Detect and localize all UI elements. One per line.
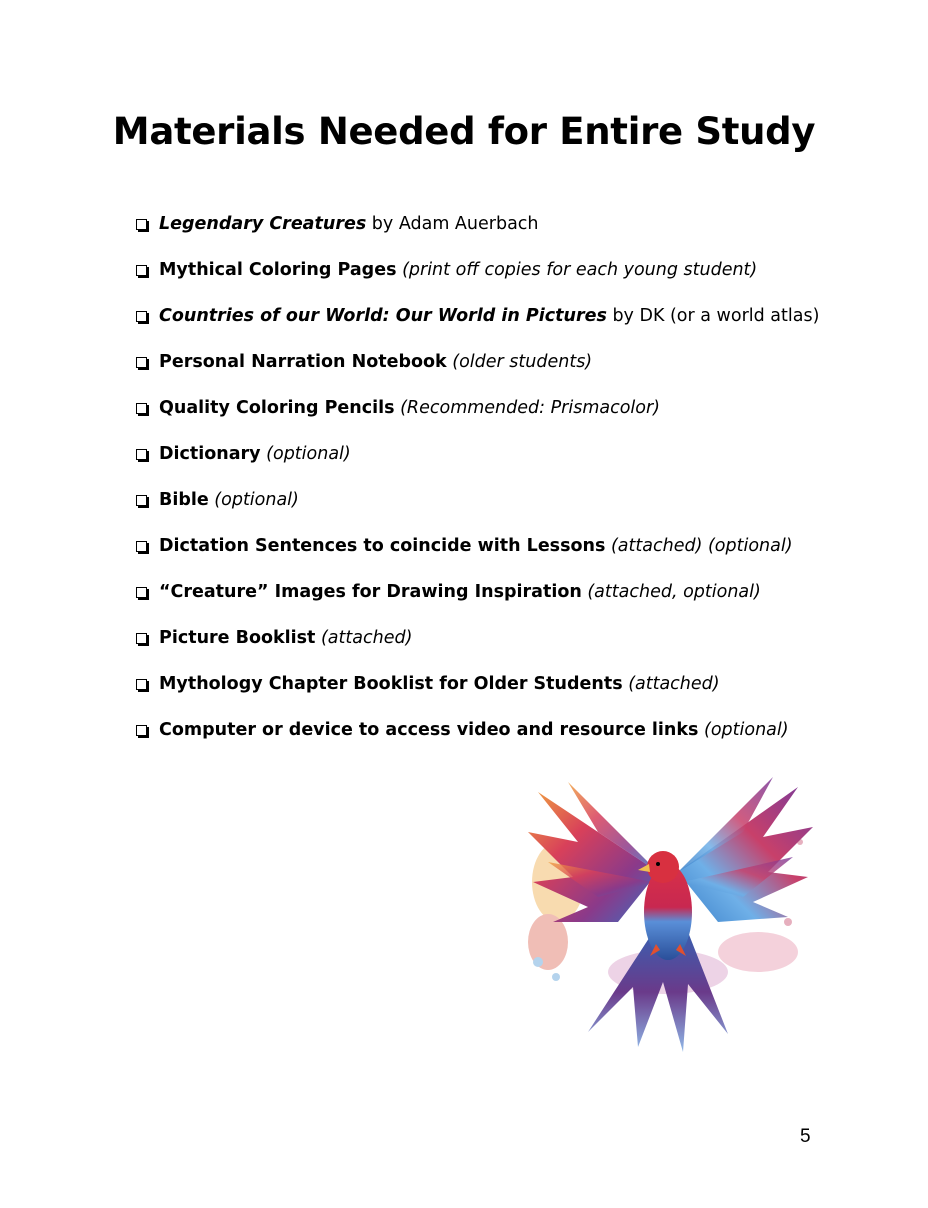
- checkbox-icon[interactable]: [136, 541, 147, 552]
- page-title: Materials Needed for Entire Study: [112, 110, 816, 153]
- list-item: [136, 293, 836, 339]
- checkbox-icon[interactable]: [136, 403, 147, 414]
- list-item: [136, 615, 836, 661]
- item-text: [159, 487, 299, 513]
- checkbox-icon[interactable]: [136, 311, 147, 322]
- list-item: [136, 569, 836, 615]
- list-item: [136, 661, 836, 707]
- checkbox-icon[interactable]: [136, 495, 147, 506]
- item-detail: (attached): [622, 674, 720, 694]
- checkbox-icon[interactable]: [136, 725, 147, 736]
- item-title: Dictation Sentences to coincide with Lessons: [159, 536, 606, 556]
- checkbox-icon[interactable]: [136, 219, 147, 230]
- list-item: [136, 339, 836, 385]
- item-title: Countries of our World: Our World in Pictures: [159, 306, 607, 326]
- item-detail: by Adam Auerbach: [366, 214, 539, 234]
- item-text: [159, 395, 660, 421]
- checkbox-icon[interactable]: [136, 449, 147, 460]
- item-text: [159, 533, 793, 559]
- item-detail: (attached, optional): [581, 582, 761, 602]
- item-title: Computer or device to access video and resource links: [159, 720, 699, 740]
- checkbox-icon[interactable]: [136, 587, 147, 598]
- item-title: Picture Booklist: [159, 628, 316, 648]
- list-item: [136, 385, 836, 431]
- page-number: 5: [800, 1126, 811, 1147]
- item-text: [159, 579, 761, 605]
- item-detail: (older students): [446, 352, 593, 372]
- item-title: “Creature” Images for Drawing Inspiration: [159, 582, 582, 602]
- item-text: [159, 671, 720, 697]
- item-title: Dictionary: [159, 444, 261, 464]
- item-text: [159, 717, 789, 743]
- item-detail: (Recommended: Prismacolor): [394, 398, 661, 418]
- item-title: Personal Narration Notebook: [159, 352, 447, 372]
- list-item: [136, 247, 836, 293]
- list-item: [136, 707, 836, 753]
- item-detail: (attached): [315, 628, 413, 648]
- item-title: Mythical Coloring Pages: [159, 260, 397, 280]
- item-title: Mythology Chapter Booklist for Older Students: [159, 674, 623, 694]
- list-item: [136, 477, 836, 523]
- checkbox-icon[interactable]: [136, 265, 147, 276]
- list-item: [136, 431, 836, 477]
- item-text: [159, 441, 351, 467]
- item-text: [159, 625, 412, 651]
- item-detail: (optional): [698, 720, 789, 740]
- item-text: [159, 257, 757, 283]
- item-text: [159, 211, 539, 237]
- item-detail: (print off copies for each young student): [396, 260, 758, 280]
- item-detail: (attached) (optional): [605, 536, 793, 556]
- item-detail: (optional): [208, 490, 299, 510]
- checkbox-icon[interactable]: [136, 679, 147, 690]
- item-detail: by DK (or a world atlas): [606, 306, 820, 326]
- checkbox-icon[interactable]: [136, 357, 147, 368]
- item-detail: (optional): [260, 444, 351, 464]
- item-title: Quality Coloring Pencils: [159, 398, 395, 418]
- list-item: [136, 201, 836, 247]
- item-title: Bible: [159, 490, 209, 510]
- phoenix-illustration: [518, 772, 818, 1057]
- list-item: [136, 523, 836, 569]
- item-title: Legendary Creatures: [159, 214, 367, 234]
- checkbox-icon[interactable]: [136, 633, 147, 644]
- materials-checklist: [136, 201, 836, 753]
- item-text: [159, 349, 592, 375]
- item-text: [159, 303, 819, 329]
